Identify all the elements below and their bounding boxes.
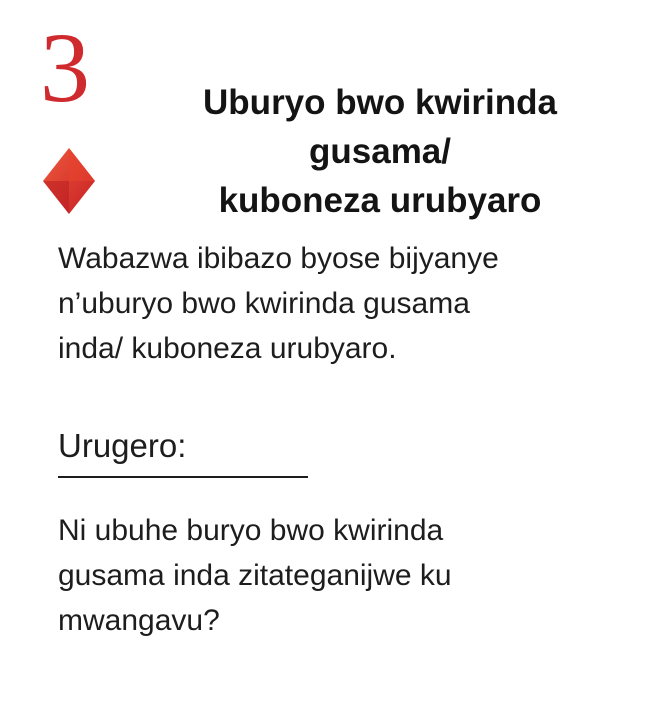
example-label: Urugero: bbox=[58, 427, 187, 464]
example-underline bbox=[58, 476, 308, 478]
title-line: Uburyo bwo kwirinda bbox=[203, 83, 557, 122]
title-line: gusama/ bbox=[309, 132, 451, 171]
card-title bbox=[130, 78, 630, 225]
description-line: Wabazwa ibibazo byose bijyanye bbox=[58, 242, 499, 275]
question-line: Ni ubuhe buryo bwo kwirinda bbox=[58, 514, 444, 547]
description-line: n’uburyo bwo kwirinda gusama bbox=[58, 287, 470, 320]
card-number: 3 bbox=[40, 12, 90, 123]
diamond-icon bbox=[43, 148, 95, 214]
question-line: mwangavu? bbox=[58, 604, 220, 637]
question-line: gusama inda zitateganijwe ku bbox=[58, 559, 452, 592]
card-description bbox=[58, 236, 618, 371]
title-line: kuboneza urubyaro bbox=[218, 181, 542, 220]
description-line: inda/ kuboneza urubyaro. bbox=[58, 332, 397, 365]
example-question bbox=[58, 508, 618, 643]
